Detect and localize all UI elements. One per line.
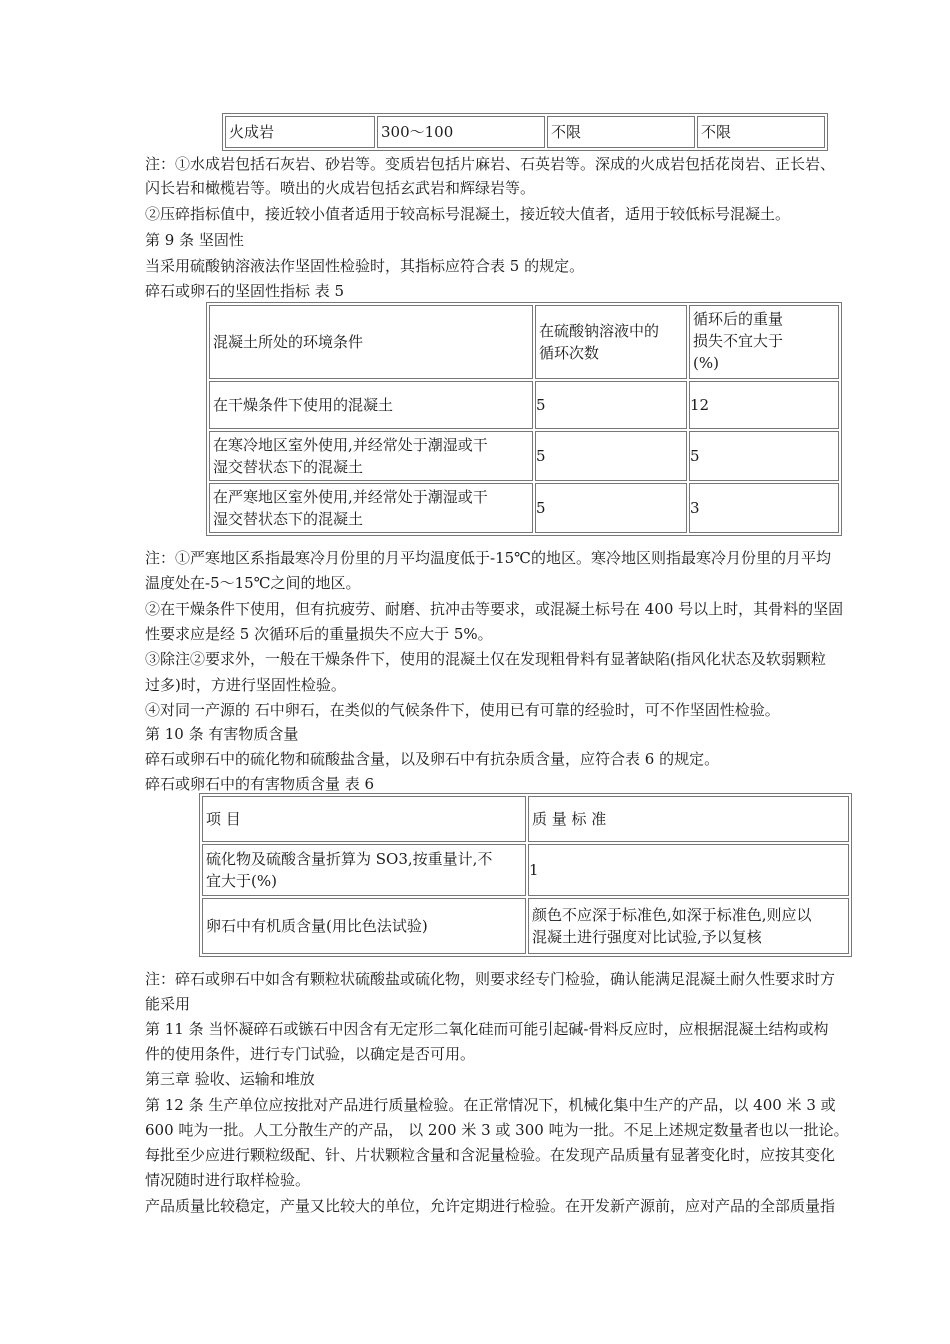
note-line: ③除注②要求外，一般在干燥条件下，使用的混凝土仅在发现粗骨料有显著缺陷(指风化状态及软弱颗粒 xyxy=(145,650,826,668)
note-line: 温度处在-5～15℃之间的地区。 xyxy=(145,574,361,592)
table-row xyxy=(209,381,839,429)
paragraph: 每批至少应进行颗粒级配、针、片状颗粒含量和含泥量检验。在发现产品质量有显著变化时，应按其变化 xyxy=(145,1146,836,1164)
table-caption: 碎石或卵石中的有害物质含量 表 6 xyxy=(145,775,375,793)
table-cell: 12 xyxy=(689,381,839,429)
table-cell: 5 xyxy=(689,431,839,481)
note-line: 过多)时，方进行坚固性检验。 xyxy=(145,676,346,694)
note-line: ②压碎指标值中，接近较小值者适用于较高标号混凝土，接近较大值者，适用于较低标号混凝土。 xyxy=(145,205,791,223)
table-caption: 碎石或卵石的坚固性指标 表 5 xyxy=(145,282,345,300)
cell-text: 硫化物及硫酸含量折算为 SO3,按重量计,不 xyxy=(206,850,493,868)
table-5 xyxy=(206,302,842,536)
table-4-tail xyxy=(222,113,828,151)
table-cell: 火成岩 xyxy=(225,116,375,148)
article-heading: 第 10 条 有害物质含量 xyxy=(145,725,299,743)
note-line: ④对同一产源的 石中卵石，在类似的气候条件下，使用已有可靠的经验时，可不作坚固性检验。 xyxy=(145,701,780,719)
table-cell xyxy=(209,431,533,481)
paragraph: 碎石或卵石中的硫化物和硫酸盐含量，以及卵石中有抗杂质含量，应符合表 6 的规定。 xyxy=(145,750,720,768)
cell-text: 湿交替状态下的混凝土 xyxy=(213,458,364,476)
paragraph: 当采用硫酸钠溶液法作坚固性检验时，其指标应符合表 5 的规定。 xyxy=(145,257,585,275)
table-cell xyxy=(528,898,849,954)
header-text: 混凝土所处的环境条件 xyxy=(213,333,364,351)
note-line: 注：碎石或卵石中如含有颗粒状硫酸盐或硫化物，则要求经专门检验，确认能满足混凝土耐久性要求时方 xyxy=(145,970,836,988)
cell-text: 湿交替状态下的混凝土 xyxy=(213,510,364,528)
header-cell: 项 目 xyxy=(202,796,526,842)
table-row xyxy=(209,483,839,533)
table-row xyxy=(202,898,849,954)
article-heading: 第 9 条 坚固性 xyxy=(145,231,244,249)
cell-text: 混凝土进行强度对比试验,予以复核 xyxy=(532,928,762,946)
table-row xyxy=(225,116,825,148)
table-row xyxy=(202,844,849,896)
paragraph: 件的使用条件，进行专门试验，以确定是否可用。 xyxy=(145,1045,476,1063)
table-cell: 5 xyxy=(535,483,687,533)
header-cell xyxy=(689,305,839,379)
header-text: 损失不宜大于 xyxy=(693,332,784,350)
header-cell xyxy=(535,305,687,379)
table-cell: 5 xyxy=(535,381,687,429)
note-line: ②在干燥条件下使用，但有抗疲劳、耐磨、抗冲击等要求，或混凝土标号在 400 号以上时，其骨料的坚固 xyxy=(145,600,844,618)
note-line: 注：①严寒地区系指最寒冷月份里的月平均温度低于-15℃的地区。寒冷地区则指最寒冷月份里的月平均 xyxy=(145,549,831,567)
table-row xyxy=(209,431,839,481)
table-cell: 5 xyxy=(535,431,687,481)
table-cell: 300～100 xyxy=(377,116,545,148)
paragraph: 第 12 条 生产单位应按批对产品进行质量检验。在正常情况下，机械化集中生产的产品，以 400 米 3 或 xyxy=(145,1096,836,1114)
cell-text: 在严寒地区室外使用,并经常处于潮湿或干 xyxy=(213,488,488,506)
note-line: 性要求应是经 5 次循环后的重量损失不应大于 5%。 xyxy=(145,625,493,643)
paragraph: 情况随时进行取样检验。 xyxy=(145,1171,311,1189)
note-line: 能采用 xyxy=(145,995,191,1013)
cell-text: 在寒冷地区室外使用,并经常处于潮湿或干 xyxy=(213,436,488,454)
paragraph: 产品质量比较稳定，产量又比较大的单位，允许定期进行检验。在开发新产源前，应对产品的全部质量指 xyxy=(145,1197,836,1215)
table-cell: 3 xyxy=(689,483,839,533)
table-cell xyxy=(202,844,526,896)
header-text: 循环次数 xyxy=(539,344,600,362)
header-cell xyxy=(209,305,533,379)
cell-text: 宜大于(%) xyxy=(206,872,277,890)
chapter-heading: 第三章 验收、运输和堆放 xyxy=(145,1070,315,1088)
cell-text: 颜色不应深于标准色,如深于标准色,则应以 xyxy=(532,906,812,924)
table-header-row xyxy=(202,796,849,842)
table-cell xyxy=(209,483,533,533)
table-cell: 不限 xyxy=(547,116,695,148)
table-cell: 卵石中有机质含量(用比色法试验) xyxy=(202,898,526,954)
header-text: (%) xyxy=(693,354,719,372)
paragraph: 第 11 条 当怀凝碎石或镞石中因含有无定形二氧化硅而可能引起碱-骨料反应时，应根据混凝土结构或构 xyxy=(145,1020,829,1038)
header-text: 循环后的重量 xyxy=(693,310,784,328)
paragraph: 600 吨为一批。人工分散生产的产品， 以 200 米 3 或 300 吨为一批。不足上述规定数量者也以一批论。 xyxy=(145,1121,849,1139)
table-cell: 不限 xyxy=(697,116,825,148)
header-text: 在硫酸钠溶液中的 xyxy=(539,322,660,340)
note-line: 注：①水成岩包括石灰岩、砂岩等。变质岩包括片麻岩、石英岩等。深成的火成岩包括花岗岩、正长岩、 xyxy=(145,155,836,173)
note-line: 闪长岩和橄榄岩等。喷出的火成岩包括玄武岩和辉绿岩等。 xyxy=(145,179,536,197)
table-6 xyxy=(199,793,852,957)
header-cell: 质 量 标 准 xyxy=(528,796,849,842)
table-cell: 在干燥条件下使用的混凝土 xyxy=(209,381,533,429)
table-header-row xyxy=(209,305,839,379)
table-cell: 1 xyxy=(528,844,849,896)
